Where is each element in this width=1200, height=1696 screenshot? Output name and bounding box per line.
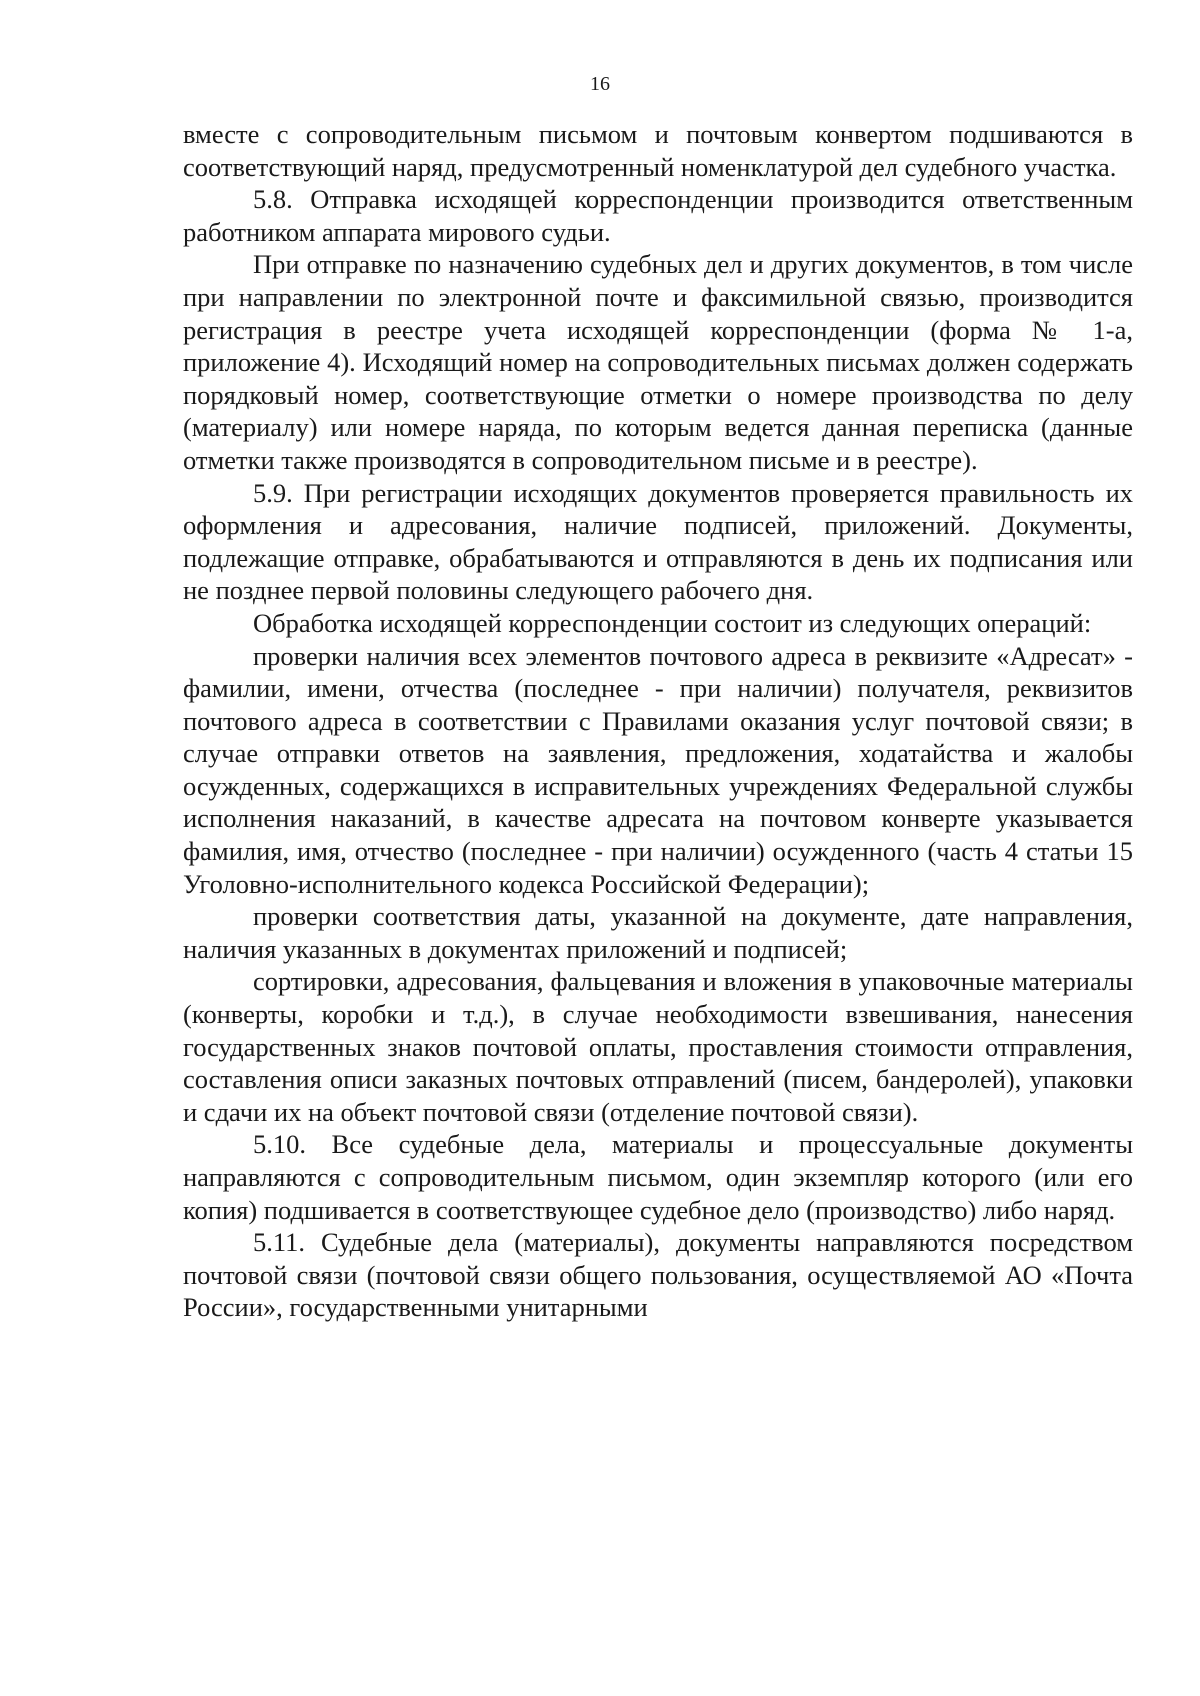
paragraph-address-check: проверки наличия всех элементов почтового адреса в реквизите «Адресат» - фамилии, имени, отчества (последнее - при наличии) получателя, реквизитов почтового адреса в соответствии с Правилами оказания услуг почтовой связи; в случае отправки ответов на заявления, предложения, ходатайства и жалобы осужденных, содержащихся в исправительных учреждениях Федеральной службы исполнения наказаний, в качестве адресата на почтовом конверте указывается фамилия, имя, отчество (последнее - при наличии) осужденного (часть 4 статьи 15 Уголовно-исполнительного кодекса Российской Федерации);	[183, 640, 1133, 899]
paragraph-continuation: вместе с сопроводительным письмом и почтовым конвертом подшиваются в соответствующий наряд, предусмотренный номенклатурой дел судебного участка.	[183, 119, 1133, 182]
document-body	[183, 118, 1133, 1324]
paragraph-registration: При отправке по назначению судебных дел и других документов, в том числе при направлении по электронной почте и факсимильной связью, производится регистрация в реестре учета исходящей корреспонденции (форма № 1-а, приложение 4). Исходящий номер на сопроводительных письмах должен содержать порядковый номер, соответствующие отметки о номере производства по делу (материалу) или номере наряда, по которым ведется данная переписка (данные отметки также производятся в сопроводительном письме и в реестре).	[183, 249, 1133, 475]
paragraph-5-8: 5.8. Отправка исходящей корреспонденции производится ответственным работником аппарата мирового судьи.	[183, 184, 1133, 247]
paragraph-operations-intro: Обработка исходящей корреспонденции состоит из следующих операций:	[253, 607, 1092, 638]
paragraph-5-11: 5.11. Судебные дела (материалы), документы направляются посредством почтовой связи (почтовой связи общего пользования, осуществляемой АО «Почта России», государственными унитарными	[183, 1227, 1133, 1323]
paragraph-sorting: сортировки, адресования, фальцевания и вложения в упаковочные материалы (конверты, коробки и т.д.), в случае необходимости взвешивания, нанесения государственных знаков почтовой оплаты, проставления стоимости отправления, составления описи заказных почтовых отправлений (писем, бандеролей), упаковки и сдачи их на объект почтовой связи (отделение почтовой связи).	[183, 966, 1133, 1127]
page-number: 16	[590, 73, 610, 95]
paragraph-5-9: 5.9. При регистрации исходящих документов проверяется правильность их оформления и адресования, наличие подписей, приложений. Документы, подлежащие отправке, обрабатываются и отправляются в день их подписания или не позднее первой половины следующего рабочего дня.	[183, 477, 1133, 606]
paragraph-5-10: 5.10. Все судебные дела, материалы и процессуальные документы направляются с сопроводительным письмом, один экземпляр которого (или его копия) подшивается в соответствующее судебное дело (производство) либо наряд.	[183, 1129, 1133, 1225]
paragraph-date-check: проверки соответствия даты, указанной на документе, дате направления, наличия указанных в документах приложений и подписей;	[183, 901, 1133, 964]
